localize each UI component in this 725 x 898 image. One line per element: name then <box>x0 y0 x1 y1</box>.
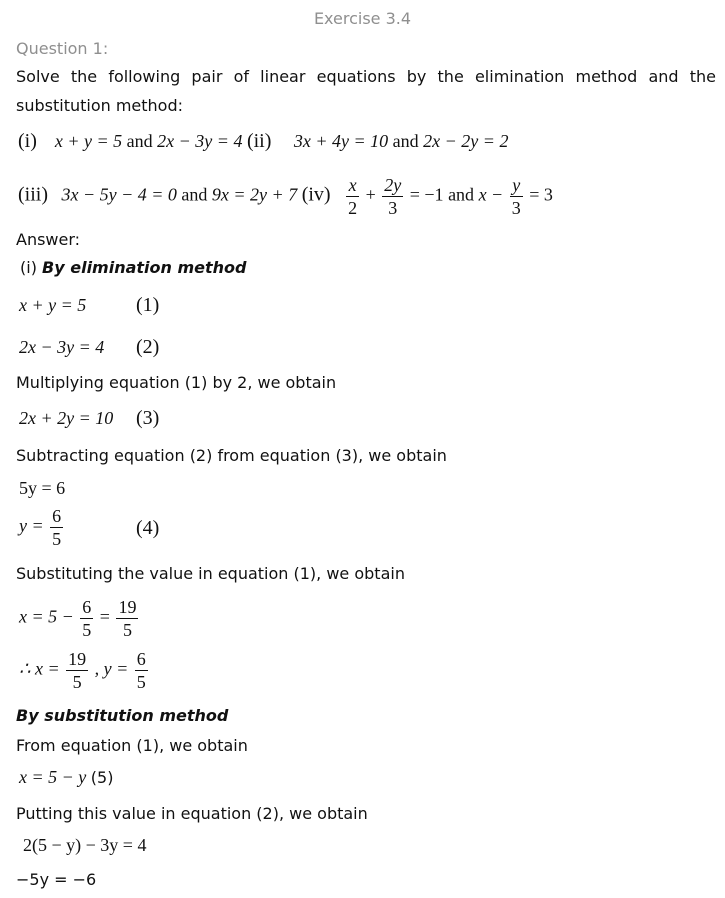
part-ii-equation-1: 3x + 4y = 10 <box>293 131 389 151</box>
elimination-heading-text: By elimination method <box>42 258 247 277</box>
step-subtract-text: Subtracting equation (2) from equation (3), we obtain <box>16 446 447 465</box>
part-iv-fraction-2y-over-3 <box>382 176 403 217</box>
equation-2-tag: (2) <box>136 336 160 358</box>
equation-y-fraction <box>50 507 63 548</box>
equation-2 <box>19 336 160 358</box>
part-iv-and: and <box>448 184 475 205</box>
equation-x-equals: = <box>99 606 110 627</box>
fraction-denominator: 2 <box>348 198 358 218</box>
fraction-numerator: x <box>346 176 359 197</box>
equation-1 <box>19 294 160 316</box>
fraction-denominator: 5 <box>72 672 82 692</box>
part-i-equation-2: 2x − 3y = 4 <box>157 131 243 151</box>
fraction-numerator: y <box>510 176 523 197</box>
equation-3 <box>19 407 160 429</box>
fraction-denominator: 3 <box>388 198 398 218</box>
equation-3-expression: 2x + 2y = 10 <box>19 408 114 428</box>
fraction-denominator: 5 <box>52 529 62 549</box>
result-x-fraction <box>66 650 88 691</box>
part-ii-equation-2: 2x − 2y = 2 <box>423 131 509 151</box>
question-text: Solve the following pair of linear equations by the elimination method and the substitution method: <box>16 67 716 115</box>
fraction-numerator: 6 <box>82 597 92 617</box>
part-iv-fraction-x-over-2 <box>346 176 359 217</box>
equation-x-lhs: x = 5 − <box>19 606 74 627</box>
equation-1-expression: x + y = 5 <box>19 295 87 315</box>
equation-y-value <box>19 506 160 549</box>
fraction-denominator: 5 <box>82 620 92 640</box>
fraction-denominator: 5 <box>122 620 132 640</box>
elimination-heading-prefix: (i) <box>20 258 37 277</box>
elimination-heading <box>20 257 246 279</box>
equation-7: −5y = −6 <box>16 870 97 889</box>
step-from-equation-text: From equation (1), we obtain <box>16 736 248 755</box>
equation-5y: 5y = 6 <box>19 478 66 498</box>
part-i-and: and <box>126 131 153 151</box>
step-multiply-text: Multiplying equation (1) by 2, we obtain <box>16 373 337 392</box>
answer-label: Answer: <box>16 230 81 249</box>
equation-5-expression: x = 5 − y <box>19 767 87 787</box>
part-iii-label: (iii) <box>18 183 48 206</box>
equation-x-fraction-1 <box>80 598 93 639</box>
elimination-result <box>19 650 150 691</box>
fraction-numerator: 19 <box>118 597 137 617</box>
part-iii-and: and <box>181 184 208 205</box>
equation-x-fraction-2 <box>116 598 138 639</box>
equation-5-tag: (5) <box>90 768 114 787</box>
fraction-denominator: 5 <box>136 672 146 692</box>
part-iii-equation-1: 3x − 5y − 4 = 0 <box>61 184 177 205</box>
part-iv-x-minus: x − <box>478 184 504 205</box>
fraction-numerator: 2y <box>384 175 402 195</box>
equation-3-tag: (3) <box>136 407 160 429</box>
equation-2-expression: 2x − 3y = 4 <box>19 337 105 357</box>
fraction-numerator: 6 <box>52 506 62 526</box>
part-iv-fraction-y-over-3 <box>510 176 523 217</box>
substitution-heading: By substitution method <box>16 706 229 725</box>
result-y-fraction <box>135 650 148 691</box>
equation-pair-iii-iv <box>18 176 553 217</box>
step-substitute-text: Substituting the value in equation (1), we obtain <box>16 564 405 583</box>
equation-5 <box>19 766 113 789</box>
part-iv-equation-1-rhs: = −1 <box>409 184 444 205</box>
equation-4-tag: (4) <box>136 517 160 539</box>
equation-6: 2(5 − y) − 3y = 4 <box>23 835 147 855</box>
part-iii-equation-2: 9x = 2y + 7 <box>211 184 298 205</box>
part-i-label: (i) <box>18 130 37 152</box>
question-label: Question 1: <box>16 39 109 58</box>
part-iv-plus: + <box>365 184 376 205</box>
part-iv-equation-2-rhs: = 3 <box>529 184 553 205</box>
part-iv-label: (iv) <box>301 183 331 206</box>
equation-y-lhs: y = <box>19 515 44 536</box>
step-putting-text: Putting this value in equation (2), we obtain <box>16 804 368 823</box>
result-comma-y: , y = <box>94 658 129 679</box>
part-i-equation-1: x + y = 5 <box>54 131 123 151</box>
fraction-denominator: 3 <box>511 198 521 218</box>
equation-pair-i-ii <box>18 130 508 152</box>
fraction-numerator: 6 <box>136 649 146 669</box>
part-ii-label: (ii) <box>246 130 272 152</box>
exercise-title: Exercise 3.4 <box>313 9 412 28</box>
part-ii-and: and <box>392 131 419 151</box>
fraction-numerator: 19 <box>68 649 87 669</box>
equation-1-tag: (1) <box>136 294 160 316</box>
result-therefore-x: ∴ x = <box>19 658 60 679</box>
equation-x-value <box>19 598 140 639</box>
